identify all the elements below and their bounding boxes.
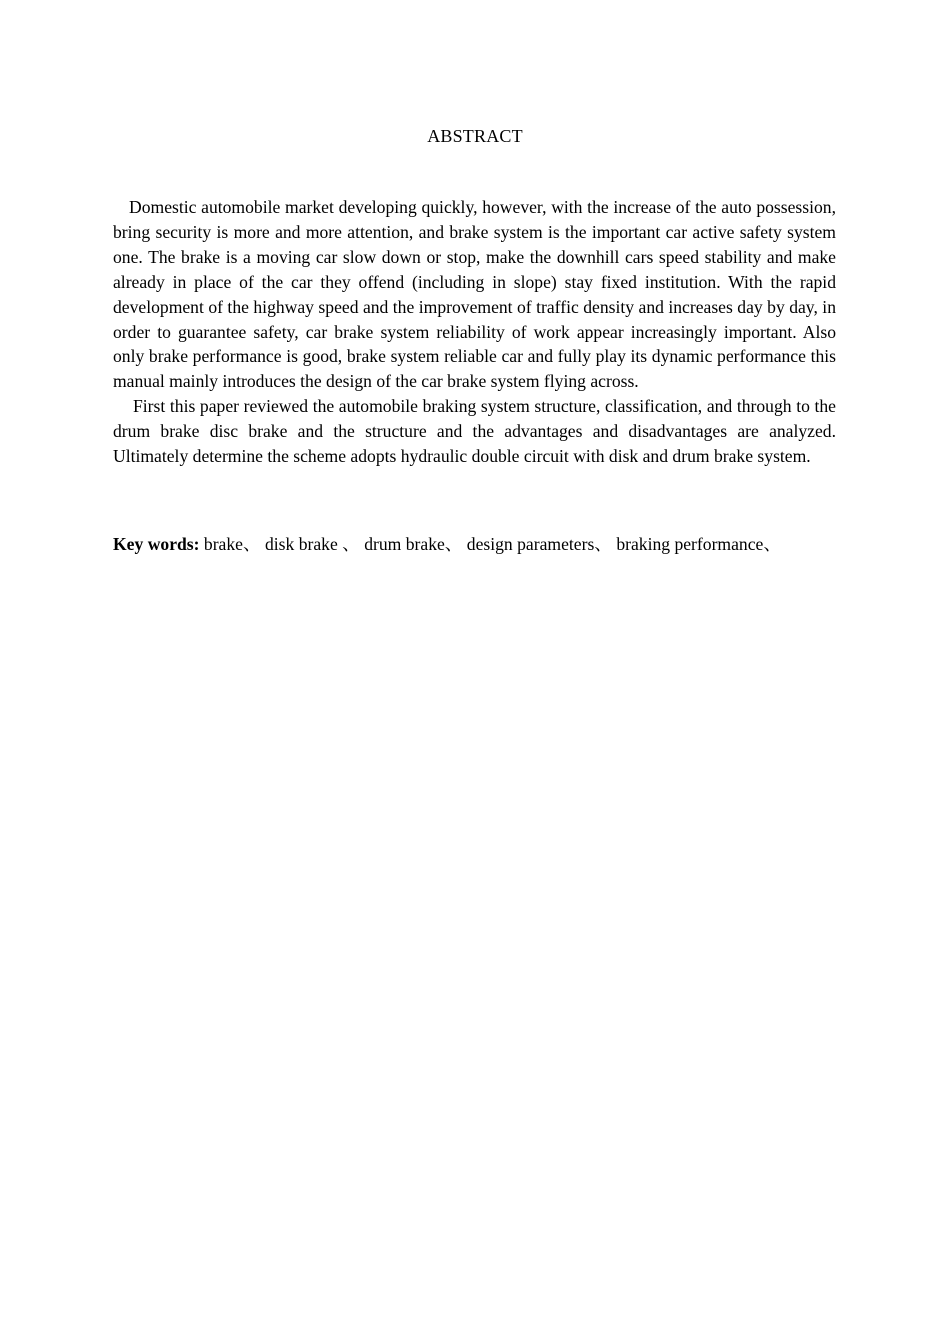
keywords-line — [113, 532, 873, 557]
keyword-item: design parameters、 — [466, 534, 612, 554]
abstract-body — [113, 195, 836, 469]
keyword-item: disk brake 、 — [264, 534, 360, 554]
abstract-paragraph-2: First this paper reviewed the automobile braking system structure, classification, and through to the drum brake disc brake and the structure and the advantages and disadvantages are analyzed. Ultimately determine the scheme adopts hydraulic double circuit with disk and drum brake system. — [113, 396, 836, 467]
keyword-item: brake、 — [203, 534, 261, 554]
abstract-title: ABSTRACT — [427, 126, 523, 146]
abstract-paragraph-1: Domestic automobile market developing quickly, however, with the increase of the auto possession, bring security is more and more attention, and brake system is the important car active safety system one. The brake is a moving car slow down or stop, make the downhill cars speed stability and make already in place of the car they offend (including in slope) stay fixed institution. With the rapid development of the highway speed and the improvement of traffic density and increases day by day, in order to guarantee safety, car brake system reliability of work appear increasingly important. Also only brake performance is good, brake system reliable car and fully play its dynamic performance this manual mainly introduces the design of the car brake system flying across. — [113, 197, 836, 392]
keyword-item: drum brake、 — [364, 534, 463, 554]
keyword-item: braking performance、 — [616, 534, 781, 554]
keywords-label: Key words: — [113, 534, 200, 554]
keywords-list — [204, 534, 781, 554]
